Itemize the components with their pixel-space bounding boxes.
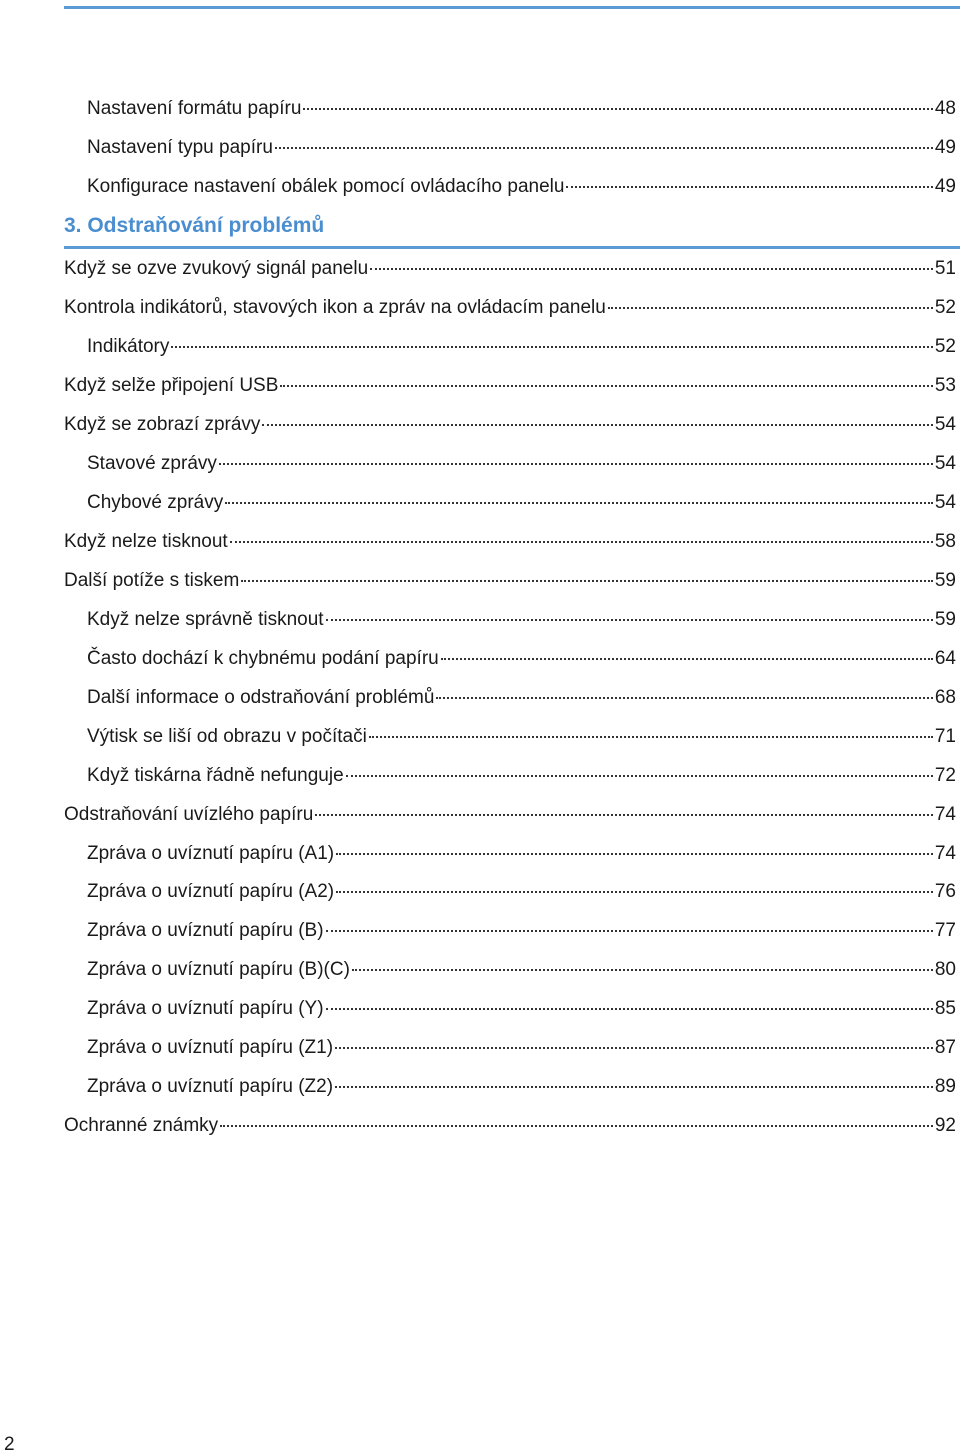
toc-entry-title: Další potíže s tiskem bbox=[64, 570, 240, 591]
toc-leader bbox=[303, 108, 932, 110]
toc-entry-page: 53 bbox=[934, 375, 956, 396]
toc-entry[interactable] bbox=[87, 608, 956, 632]
toc-leader bbox=[219, 463, 933, 465]
toc-leader bbox=[346, 775, 933, 777]
toc-entry-page: 54 bbox=[934, 453, 956, 474]
toc-entry-page: 54 bbox=[934, 414, 956, 435]
toc-entry[interactable] bbox=[87, 764, 956, 788]
toc-entry-title: Často dochází k chybnému podání papíru bbox=[87, 648, 439, 669]
toc-leader bbox=[352, 969, 933, 971]
toc-entry-page: 59 bbox=[934, 570, 956, 591]
toc-leader bbox=[230, 541, 933, 543]
toc-entry[interactable] bbox=[87, 919, 956, 943]
toc-entry-page: 72 bbox=[934, 765, 956, 786]
toc-entry-page: 48 bbox=[934, 98, 956, 119]
toc-leader bbox=[441, 658, 933, 660]
toc-entry-title: Kontrola indikátorů, stavových ikon a zpráv na ovládacím panelu bbox=[64, 297, 606, 318]
toc-entry[interactable] bbox=[87, 491, 956, 515]
toc-entry-title: Další informace o odstraňování problémů bbox=[87, 687, 435, 708]
toc-leader bbox=[326, 1008, 933, 1010]
toc-entry-title: Když nelze tisknout bbox=[64, 531, 228, 552]
toc-entry-page: 89 bbox=[934, 1076, 956, 1097]
toc-entry-title: Odstraňování uvízlého papíru bbox=[64, 804, 314, 825]
toc-entry-title: Když tiskárna řádně nefunguje bbox=[87, 765, 344, 786]
toc-leader bbox=[275, 147, 933, 149]
toc-entry[interactable] bbox=[87, 880, 956, 904]
toc-entry[interactable] bbox=[87, 335, 956, 359]
toc-entry[interactable] bbox=[64, 257, 956, 281]
toc-leader bbox=[326, 930, 933, 932]
toc-entry-page: 76 bbox=[934, 881, 956, 902]
toc-entry[interactable] bbox=[64, 803, 956, 827]
toc-leader bbox=[608, 307, 933, 309]
toc-entry-page: 80 bbox=[934, 959, 956, 980]
toc-entry-title: Zpráva o uvíznutí papíru (B) bbox=[87, 920, 324, 941]
toc-leader bbox=[336, 853, 933, 855]
toc-leader bbox=[566, 186, 932, 188]
toc-entry-title: Indikátory bbox=[87, 336, 170, 357]
toc-entry-title: Když se zobrazí zprávy bbox=[64, 414, 261, 435]
toc-entry-title: Zpráva o uvíznutí papíru (Z2) bbox=[87, 1076, 334, 1097]
toc-entry[interactable] bbox=[87, 725, 956, 749]
toc-entry-page: 87 bbox=[934, 1037, 956, 1058]
toc-entry-title: Když se ozve zvukový signál panelu bbox=[64, 258, 369, 279]
toc-entry-title: Stavové zprávy bbox=[87, 453, 217, 474]
toc-entry[interactable] bbox=[64, 296, 956, 320]
toc-leader bbox=[241, 580, 933, 582]
toc-leader bbox=[326, 619, 933, 621]
toc-entry[interactable] bbox=[87, 452, 956, 476]
toc-entry-page: 52 bbox=[934, 336, 956, 357]
toc-entry-title: Zpráva o uvíznutí papíru (B)(C) bbox=[87, 959, 350, 980]
toc-leader bbox=[280, 385, 932, 387]
toc-entry-title: Když nelze správně tisknout bbox=[87, 609, 324, 630]
toc-entry[interactable] bbox=[87, 1075, 956, 1099]
toc-leader bbox=[220, 1125, 933, 1127]
toc-leader bbox=[369, 736, 933, 738]
toc-entry-title: Zpráva o uvíznutí papíru (Y) bbox=[87, 998, 324, 1019]
toc-leader bbox=[370, 268, 933, 270]
toc-entry-title: Zpráva o uvíznutí papíru (A2) bbox=[87, 881, 335, 902]
toc-entry-page: 49 bbox=[934, 137, 956, 158]
toc-entry-page: 68 bbox=[934, 687, 956, 708]
toc-entry-title: Zpráva o uvíznutí papíru (A1) bbox=[87, 843, 335, 864]
toc-entry[interactable] bbox=[87, 647, 956, 671]
toc-entry-title: Chybové zprávy bbox=[87, 492, 224, 513]
toc-entry-title: Když selže připojení USB bbox=[64, 375, 279, 396]
toc-entry-page: 59 bbox=[934, 609, 956, 630]
toc-entry-page: 71 bbox=[934, 726, 956, 747]
toc-leader bbox=[225, 502, 933, 504]
toc-entry-title: Konfigurace nastavení obálek pomocí ovládacího panelu bbox=[87, 176, 565, 197]
toc-entry-page: 58 bbox=[934, 531, 956, 552]
toc-entry[interactable] bbox=[64, 374, 956, 398]
toc-entry[interactable] bbox=[64, 530, 956, 554]
chapter-title: 3. Odstraňování problémů bbox=[64, 214, 325, 237]
toc-entry[interactable] bbox=[87, 997, 956, 1021]
toc-entry-title: Výtisk se liší od obrazu v počítači bbox=[87, 726, 367, 747]
toc-entry-page: 51 bbox=[934, 258, 956, 279]
toc-entry-page: 54 bbox=[934, 492, 956, 513]
toc-leader bbox=[315, 814, 933, 816]
toc-entry[interactable] bbox=[64, 569, 956, 593]
toc-entry-page: 74 bbox=[934, 843, 956, 864]
toc-entry[interactable] bbox=[87, 97, 956, 121]
chapter-heading[interactable] bbox=[64, 212, 960, 249]
toc-leader bbox=[336, 891, 933, 893]
toc-entry-title: Zpráva o uvíznutí papíru (Z1) bbox=[87, 1037, 334, 1058]
toc-entry[interactable] bbox=[87, 136, 956, 160]
toc-entry[interactable] bbox=[87, 958, 956, 982]
toc-entry[interactable] bbox=[87, 1036, 956, 1060]
toc-entry-title: Nastavení typu papíru bbox=[87, 137, 273, 158]
toc-leader bbox=[262, 424, 932, 426]
toc-entry-page: 52 bbox=[934, 297, 956, 318]
toc-entry-page: 49 bbox=[934, 176, 956, 197]
toc-entry-page: 77 bbox=[934, 920, 956, 941]
toc-entry[interactable] bbox=[87, 842, 956, 866]
toc-entry-page: 85 bbox=[934, 998, 956, 1019]
toc-leader bbox=[335, 1047, 933, 1049]
toc-entry-page: 74 bbox=[934, 804, 956, 825]
toc-leader bbox=[171, 346, 932, 348]
toc-leader bbox=[335, 1086, 933, 1088]
toc-entry-title: Nastavení formátu papíru bbox=[87, 98, 302, 119]
toc-leader bbox=[436, 697, 932, 699]
toc-entry-title: Ochranné známky bbox=[64, 1115, 219, 1136]
toc-entry[interactable] bbox=[87, 175, 956, 199]
toc-entry-page: 64 bbox=[934, 648, 956, 669]
toc-entry[interactable] bbox=[64, 413, 956, 437]
toc-entry[interactable] bbox=[87, 686, 956, 710]
toc-entry[interactable] bbox=[64, 1114, 956, 1138]
toc-entry-page: 92 bbox=[934, 1115, 956, 1136]
page-number: 2 bbox=[4, 1434, 15, 1455]
top-rule bbox=[64, 6, 960, 9]
